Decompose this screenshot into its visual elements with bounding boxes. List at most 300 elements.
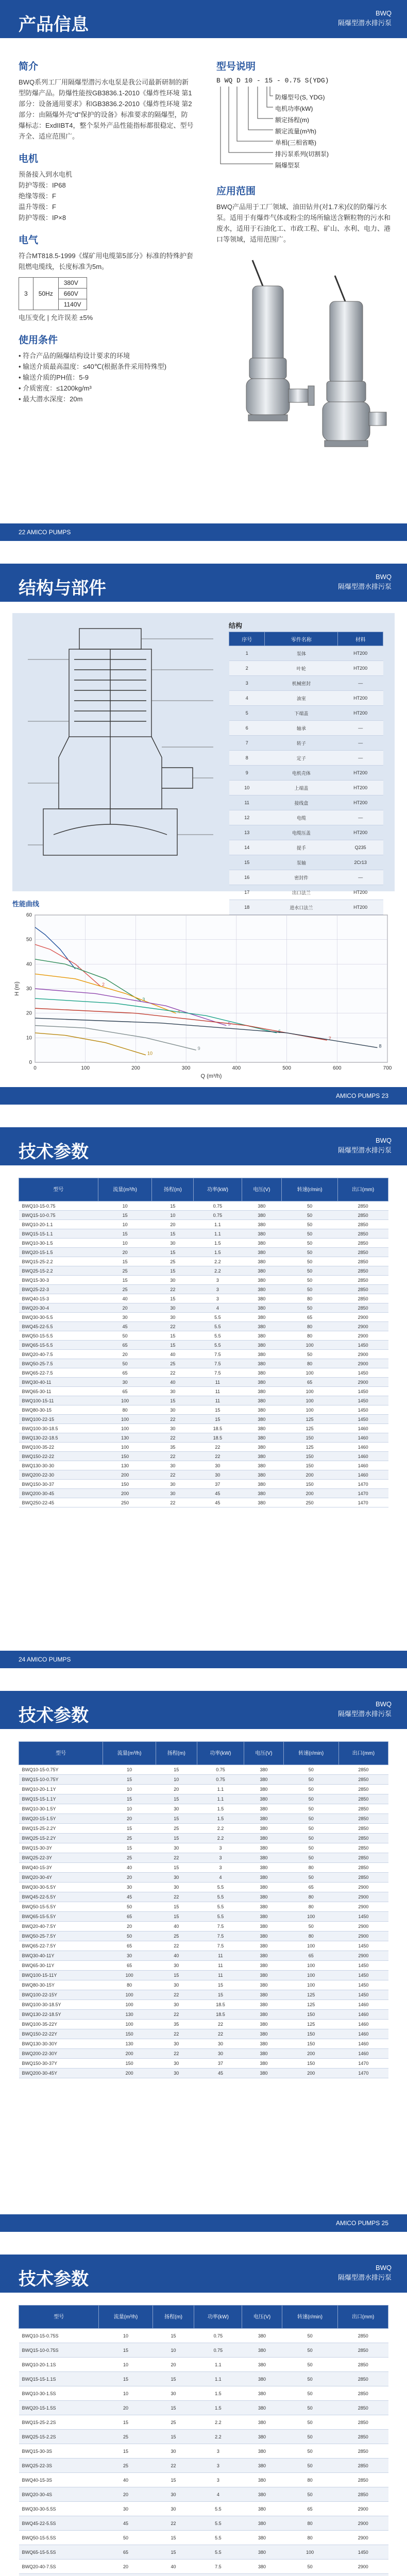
params-cell: 11 <box>194 1387 242 1396</box>
params-cell: 22 <box>152 2516 194 2531</box>
params-cell: 30 <box>156 1843 197 1853</box>
params-cell: 11 <box>194 1396 242 1405</box>
params-cell: BWQ20-30-4Y <box>19 1873 103 1883</box>
params-cell: 10 <box>103 1785 156 1794</box>
parts-cell: 轴承 <box>265 721 338 736</box>
params-cell: 45 <box>98 1322 152 1331</box>
params-cell: 100 <box>283 1912 338 1922</box>
params-cell: 30 <box>152 2444 194 2459</box>
series-label: 6 <box>278 1028 281 1034</box>
model-label: 排污泵系列(切割泵) <box>275 150 329 158</box>
params-cell: 380 <box>242 2343 282 2358</box>
params-cell: 30 <box>98 1313 152 1322</box>
params-cell: 150 <box>283 2059 338 2069</box>
params-cell: 150 <box>283 2029 338 2039</box>
params-cell: 15 <box>156 1814 197 1824</box>
parts-cell: 电缆压盖 <box>265 825 338 840</box>
params-cell: 380 <box>244 1863 283 1873</box>
parts-header: 材料 <box>338 632 383 646</box>
params-cell: 380 <box>244 2059 283 2069</box>
params-cell: 5.5 <box>194 2502 242 2516</box>
params-cell: 100 <box>283 1971 338 1980</box>
params-cell: 380 <box>242 2386 282 2401</box>
params-cell: 380 <box>242 1415 282 1424</box>
params-cell: 40 <box>156 1922 197 1931</box>
parts-cell: 电缆 <box>265 810 338 825</box>
params-cell: 1460 <box>338 2000 388 2010</box>
params-cell: 50 <box>283 1824 338 1834</box>
params-cell: 380 <box>244 2020 283 2029</box>
params-cell: 2900 <box>338 2516 388 2531</box>
params-row <box>19 1211 388 1220</box>
params-cell: 380 <box>242 1424 282 1433</box>
series-label: 8 <box>379 1043 382 1049</box>
params-cell <box>338 2574 388 2576</box>
params-cell: 380 <box>242 1396 282 1405</box>
parts-cell: HT200 <box>338 766 383 781</box>
params-cell: 18.5 <box>197 2000 244 2010</box>
params-cell: 380 <box>244 1834 283 1843</box>
model-label: 额定扬程(m) <box>275 116 309 124</box>
params-cell: 380 <box>244 1902 283 1912</box>
params-cell: 380 <box>242 2516 282 2531</box>
params-cell: 4 <box>194 2487 242 2502</box>
params-row <box>19 1313 388 1322</box>
spec-voltage: 380V <box>58 278 87 289</box>
params-cell: 20 <box>98 1350 152 1359</box>
params-cell: 380 <box>242 1480 282 1489</box>
params-body <box>19 1765 388 2078</box>
params-cell: 380 <box>244 1883 283 1892</box>
params-row <box>19 2459 388 2473</box>
page-gap <box>0 1668 407 1691</box>
params-cell: BWQ15-30-3 <box>19 1276 98 1285</box>
params-cell: 380 <box>242 2444 282 2459</box>
params-cell: 30 <box>156 2039 197 2049</box>
y-tick-label: 20 <box>26 1010 32 1016</box>
page-product-info <box>0 0 407 541</box>
params-row <box>19 2473 388 2487</box>
params-cell: 100 <box>98 1396 152 1405</box>
params-cell: 15 <box>99 2372 152 2386</box>
params-cell: 10 <box>103 1804 156 1814</box>
params-row <box>19 1941 388 1951</box>
params-row <box>19 2545 388 2560</box>
params-row <box>19 2502 388 2516</box>
params-cell: 1450 <box>338 1387 388 1396</box>
y-tick-label: 50 <box>26 937 32 943</box>
params-header-cell: 功率(kW) <box>194 1178 242 1201</box>
params-cell: 10 <box>103 1765 156 1775</box>
params-row <box>19 1433 388 1443</box>
params-cell: 30 <box>156 2000 197 2010</box>
params-cell: 250 <box>282 1498 338 1507</box>
parts-row <box>229 721 383 736</box>
model-heading: 型号说明 <box>216 61 256 72</box>
params-row <box>19 2372 388 2386</box>
params-cell: BWQ10-20-1.1S <box>19 2358 99 2372</box>
params-cell: 15 <box>152 2401 194 2415</box>
params-cell: 50 <box>282 2401 338 2415</box>
spec-voltage: 660V <box>58 289 87 299</box>
params-cell: BWQ15-15-1.1S <box>19 2372 99 2386</box>
params-cell: 22 <box>197 2020 244 2029</box>
params-cell: 22 <box>156 1990 197 2000</box>
params-header-cell: 功率(kW) <box>194 2306 242 2329</box>
series-tag <box>338 1136 392 1155</box>
params-cell: 2900 <box>338 1331 388 1341</box>
page-header <box>0 2255 407 2293</box>
params-cell: 130 <box>98 1461 152 1470</box>
params-cell: 380 <box>242 1285 282 1294</box>
usage-item: • 符合产品的隔爆结构设计要求的环境 <box>19 352 130 360</box>
params-cell: 1.1 <box>194 2358 242 2372</box>
params-cell: 30 <box>152 1239 194 1248</box>
params-cell: 380 <box>242 1211 282 1220</box>
parts-cell: HT200 <box>338 885 383 900</box>
params-row <box>19 1834 388 1843</box>
params-cell: 10 <box>99 2358 152 2372</box>
parts-cell: 接线盒 <box>265 795 338 810</box>
params-cell: 1450 <box>338 1941 388 1951</box>
params-cell: BWQ25-15-2.2Y <box>19 1834 103 1843</box>
params-cell: 40 <box>99 2473 152 2487</box>
params-cell: 15 <box>152 2473 194 2487</box>
params-row <box>19 1814 388 1824</box>
params-cell: 2850 <box>338 1804 388 1814</box>
params-cell: BWQ10-20-1.1 <box>19 1220 98 1229</box>
params-cell: 1460 <box>338 2029 388 2039</box>
page-number: 22 AMICO PUMPS <box>19 529 71 536</box>
params-cell: 22 <box>156 2010 197 2020</box>
params-cell: BWQ20-15-1.5Y <box>19 1814 103 1824</box>
params-cell: 380 <box>244 1824 283 1834</box>
parts-row <box>229 676 383 691</box>
series-tag-cn: 隔爆型潜水排污泵 <box>337 2274 392 2281</box>
page-footer <box>0 1651 407 1668</box>
page-tech-params-1 <box>0 1127 407 1668</box>
params-cell: 380 <box>242 1276 282 1285</box>
params-cell <box>242 2574 282 2576</box>
params-cell: 200 <box>103 2069 156 2078</box>
params-row <box>19 2059 388 2069</box>
parts-row <box>229 706 383 721</box>
parts-cell: 6 <box>229 721 265 736</box>
params-cell: 4 <box>194 1303 242 1313</box>
model-label: 额定流量(m³/h) <box>275 128 316 135</box>
params-cell: 2850 <box>338 1239 388 1248</box>
params-cell: BWQ65-15-5.5 <box>19 1341 98 1350</box>
params-cell: 2900 <box>338 1313 388 1322</box>
params-cell: 1.1 <box>197 1785 244 1794</box>
params-cell: 2850 <box>338 1814 388 1824</box>
x-tick-label: 200 <box>131 1065 140 1071</box>
series-tag-en: BWQ <box>375 1137 392 1144</box>
params-cell: 1460 <box>338 2039 388 2049</box>
series-tag-cn: 隔爆型潜水排污泵 <box>337 1710 392 1718</box>
params-cell: BWQ10-20-1.1Y <box>19 1785 103 1794</box>
params-header-cell: 功率(kW) <box>197 1742 244 1765</box>
params-cell: 2850 <box>338 1794 388 1804</box>
params-cell: 50 <box>283 1873 338 1883</box>
page-title: 技术参数 <box>19 1706 89 1725</box>
params-row <box>19 2049 388 2059</box>
page-structure <box>0 564 407 1105</box>
params-cell: 80 <box>282 1294 338 1303</box>
params-cell: 50 <box>283 1853 338 1863</box>
params-cell: 2850 <box>338 1863 388 1873</box>
params-cell: 150 <box>282 1433 338 1443</box>
params-cell: 2850 <box>338 2358 388 2372</box>
params-row <box>19 1902 388 1912</box>
params-cell: 1460 <box>338 1443 388 1452</box>
params-cell: 5.5 <box>197 1883 244 1892</box>
params-cell: 2850 <box>338 2386 388 2401</box>
params-cell: BWQ15-15-1.1Y <box>19 1794 103 1804</box>
page-title: 结构与部件 <box>19 579 106 598</box>
params-cell: 200 <box>282 1489 338 1498</box>
params-cell: 30 <box>197 2039 244 2049</box>
params-cell: 2850 <box>338 2343 388 2358</box>
params-body <box>19 2329 388 2576</box>
params-cell: 1450 <box>338 1368 388 1378</box>
params-cell: 7.5 <box>194 1350 242 1359</box>
params-cell: 15 <box>156 1834 197 1843</box>
params-cell: 65 <box>103 1912 156 1922</box>
params-cell: BWQ250-22-45 <box>19 1498 98 1507</box>
params-header-cell: 电压(V) <box>242 2306 282 2329</box>
params-cell: 40 <box>152 2560 194 2574</box>
electric-text: 符合MT818.5-1999《煤矿用电缆第5部分》标准的特殊护套阻燃电缆线，长度标准为5m。 <box>19 252 193 270</box>
params-cell: BWQ150-22-22Y <box>19 2029 103 2039</box>
params-cell: BWQ30-30-5.5 <box>19 1313 98 1322</box>
params-cell: 1460 <box>338 1470 388 1480</box>
params-cell: 150 <box>103 2059 156 2069</box>
params-cell: BWQ130-30-30Y <box>19 2039 103 2049</box>
params-cell: 1.5 <box>194 1248 242 1257</box>
params-cell: BWQ65-15-5.5S <box>19 2545 99 2560</box>
params-cell: 22 <box>156 1941 197 1951</box>
params-row <box>19 1765 388 1775</box>
parts-row <box>229 661 383 676</box>
series-label: 1 <box>77 964 80 970</box>
params-row <box>19 1922 388 1931</box>
params-cell: 25 <box>98 1266 152 1276</box>
params-cell: 1.1 <box>194 2372 242 2386</box>
params-cell: 15 <box>103 1794 156 1804</box>
params-row <box>19 1294 388 1303</box>
page-number: AMICO PUMPS 23 <box>335 1092 388 1099</box>
params-row <box>19 1489 388 1498</box>
parts-cell: 5 <box>229 706 265 721</box>
motor-line: 防护等级：IP68 <box>19 181 66 189</box>
params-cell: 380 <box>242 2545 282 2560</box>
params-cell: 40 <box>152 1378 194 1387</box>
parts-table-title: 结构 <box>229 622 243 630</box>
params-cell: BWQ30-40-11 <box>19 1378 98 1387</box>
params-row <box>19 1461 388 1470</box>
params-cell: 380 <box>244 1873 283 1883</box>
params-row <box>19 1415 388 1424</box>
params-cell: 2850 <box>338 1211 388 1220</box>
params-cell: 15 <box>99 2444 152 2459</box>
params-row <box>19 2029 388 2039</box>
params-cell: 3 <box>194 2473 242 2487</box>
params-cell: BWQ10-15-0.75Y <box>19 1765 103 1775</box>
params-row <box>19 1980 388 1990</box>
params-cell: 25 <box>103 1834 156 1843</box>
params-header-row <box>19 2306 388 2329</box>
chart-title: 性能曲线 <box>12 900 40 908</box>
parts-cell: HT200 <box>338 900 383 915</box>
params-cell: 2850 <box>338 1276 388 1285</box>
page-number: 24 AMICO PUMPS <box>19 1656 71 1663</box>
params-cell: 22 <box>156 2029 197 2039</box>
params-cell: 2.2 <box>197 1834 244 1843</box>
params-cell: BWQ20-15-1.5 <box>19 1248 98 1257</box>
series-tag <box>338 8 392 28</box>
params-cell: 380 <box>244 1912 283 1922</box>
params-cell: 20 <box>99 2560 152 2574</box>
params-cell: 30 <box>152 1313 194 1322</box>
params-cell: 20 <box>152 2358 194 2372</box>
parts-row <box>229 736 383 751</box>
params-cell: 0.75 <box>194 1201 242 1211</box>
params-cell: BWQ10-15-0.75S <box>19 2329 99 2343</box>
page-footer <box>0 2214 407 2232</box>
x-tick-label: 500 <box>282 1065 291 1071</box>
page-header <box>0 1691 407 1729</box>
params-cell: 380 <box>242 1341 282 1350</box>
y-tick-label: 60 <box>26 912 32 918</box>
voltage-spec-table <box>19 277 87 310</box>
params-cell: 65 <box>98 1368 152 1378</box>
params-cell: 380 <box>242 2430 282 2444</box>
params-cell: 1450 <box>338 1405 388 1415</box>
params-cell: 65 <box>98 1341 152 1350</box>
params-row <box>19 1276 388 1285</box>
params-cell: BWQ130-22-18.5Y <box>19 2010 103 2020</box>
params-cell: 20 <box>99 2401 152 2415</box>
parts-cell: 3 <box>229 676 265 691</box>
params-cell: 11 <box>194 1378 242 1387</box>
params-cell: 150 <box>283 2010 338 2020</box>
parts-cell: HT200 <box>338 646 383 661</box>
params-cell: 380 <box>242 1452 282 1461</box>
params-cell: 65 <box>282 2502 338 2516</box>
params-cell: BWQ65-22-7.5 <box>19 1368 98 1378</box>
y-tick-label: 40 <box>26 961 32 968</box>
params-cell: 30 <box>152 2502 194 2516</box>
params-row <box>19 2069 388 2078</box>
params-cell: 15 <box>156 1971 197 1980</box>
parts-cell: 16 <box>229 870 265 885</box>
params-cell: 80 <box>283 1863 338 1873</box>
params-row <box>19 2531 388 2545</box>
params-cell: 200 <box>103 2049 156 2059</box>
params-cell: 2850 <box>338 1873 388 1883</box>
page-gap <box>0 1105 407 1127</box>
model-label: 防爆型号(S, YDG) <box>275 94 325 101</box>
params-cell: 380 <box>242 1322 282 1331</box>
params-row <box>19 1824 388 1834</box>
params-cell: 2850 <box>338 2415 388 2430</box>
params-cell: 100 <box>103 2000 156 2010</box>
params-cell: 15 <box>103 1824 156 1834</box>
motor-line: 预备接入到水电机 <box>19 171 73 178</box>
params-cell: 2850 <box>338 1294 388 1303</box>
params-cell: 2.2 <box>197 1824 244 1834</box>
params-cell: 100 <box>282 1368 338 1378</box>
params-cell: 80 <box>283 1892 338 1902</box>
params-cell: 50 <box>103 1902 156 1912</box>
parts-cell: — <box>338 676 383 691</box>
params-cell: 10 <box>98 1239 152 1248</box>
usage-item: • 输送介质最高温度：≤40℃(根据条件采用特殊型) <box>19 363 167 370</box>
params-cell: 5.5 <box>194 2531 242 2545</box>
parts-cell: 12 <box>229 810 265 825</box>
params-cell: 10 <box>98 1220 152 1229</box>
params-header-cell: 型号 <box>19 2306 99 2329</box>
series-tag-cn: 隔爆型潜水排污泵 <box>337 19 392 27</box>
params-row <box>19 1220 388 1229</box>
params-cell: BWQ100-35-22Y <box>19 2020 103 2029</box>
params-cell: 380 <box>242 1248 282 1257</box>
params-row <box>19 2020 388 2029</box>
params-cell: BWQ40-15-3 <box>19 1294 98 1303</box>
parts-cell: 提手 <box>265 840 338 855</box>
params-cell: 380 <box>242 2372 282 2386</box>
parts-cell: — <box>338 810 383 825</box>
params-cell: 380 <box>242 2401 282 2415</box>
params-cell: 80 <box>282 1322 338 1331</box>
params-header-cell: 出口(mm) <box>338 1742 388 1765</box>
params-cell: 380 <box>242 1498 282 1507</box>
params-cell: 2850 <box>338 1853 388 1863</box>
params-cell: 2900 <box>338 1322 388 1331</box>
params-cell: 20 <box>99 2487 152 2502</box>
params-cell: 1.5 <box>194 1239 242 1248</box>
params-cell: 37 <box>194 1480 242 1489</box>
y-axis-label: H (m) <box>14 981 20 996</box>
params-cell: 2850 <box>338 1229 388 1239</box>
params-cell: 10 <box>99 2386 152 2401</box>
params-cell: 380 <box>242 2329 282 2343</box>
params-cell: 2850 <box>338 1285 388 1294</box>
params-cell: 5.5 <box>194 1331 242 1341</box>
page-title: 产品信息 <box>19 15 89 35</box>
params-cell: 80 <box>103 1980 156 1990</box>
params-cell: 100 <box>283 1980 338 1990</box>
params-cell: BWQ10-30-1.5S <box>19 2386 99 2401</box>
params-cell: BWQ10-30-1.5 <box>19 1239 98 1248</box>
params-row <box>19 1843 388 1853</box>
params-cell: 380 <box>244 2069 283 2078</box>
parts-cell: HT200 <box>338 661 383 676</box>
params-cell: 7.5 <box>197 1922 244 1931</box>
x-tick-label: 0 <box>33 1065 37 1071</box>
parts-row <box>229 795 383 810</box>
params-cell <box>282 2574 338 2576</box>
series-tag-cn: 隔爆型潜水排污泵 <box>337 583 392 590</box>
params-row <box>19 1452 388 1461</box>
params-cell: 100 <box>283 1961 338 1971</box>
params-cell: 45 <box>197 2069 244 2078</box>
params-cell: 5.5 <box>197 1912 244 1922</box>
params-cell: 15 <box>152 1294 194 1303</box>
params-cell: 130 <box>98 1433 152 1443</box>
params-cell: 50 <box>282 2560 338 2574</box>
